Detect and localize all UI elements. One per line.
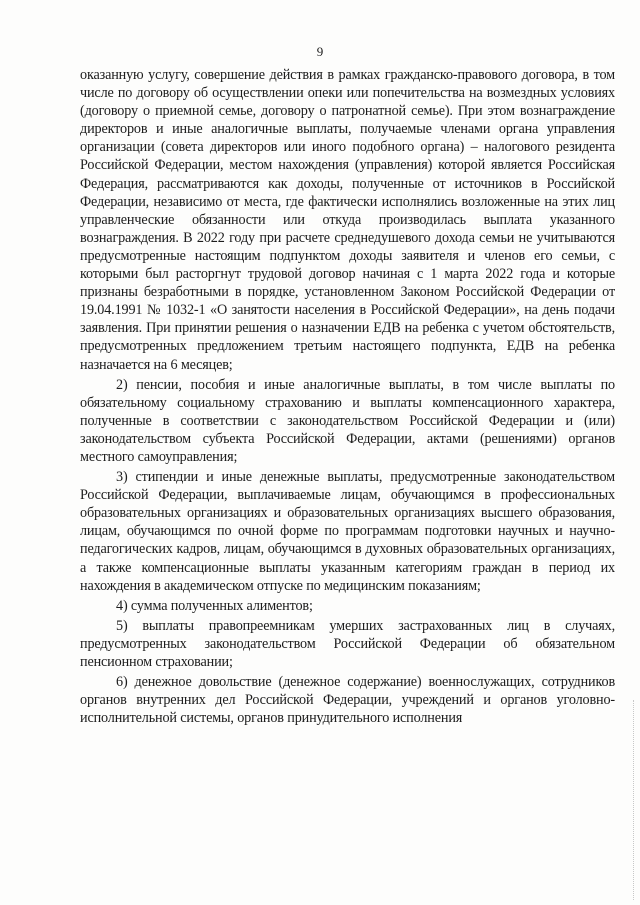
page-number: 9	[316, 44, 324, 59]
paragraph-item-5: 5) выплаты правопреемникам умерших застрахованных лиц в случаях, предусмотренных законодательством Российской Федерации об обязательном пенсионном страховании;	[80, 617, 615, 670]
paragraph-item-6: 6) денежное довольствие (денежное содержание) военнослужащих, сотрудников органов внутренних дел Российской Федерации, учреждений и органов уголовно-исполнительной системы, органов принудительного исполнения	[80, 674, 615, 727]
scan-edge-artifact	[632, 700, 634, 900]
paragraph-item-2: 2) пенсии, пособия и иные аналогичные выплаты, в том числе выплаты по обязательному социальному страхованию и выплаты компенсационного характера, полученные в соответствии с законодательством Российской Федерации и (или) законодательством субъекта Российской Федерации, актами (решениями) органов местного самоуправления;	[80, 376, 615, 465]
paragraph-item-4: 4) сумма полученных алиментов;	[116, 597, 313, 614]
paragraph-continuation: оказанную услугу, совершение действия в рамках гражданско-правового договора, в том числе по договору об осуществлении опеки или попечительства на возмездных условиях (договору о приемной семье, договору о патронатной семье). При этом вознаграждение директоров и иные аналогичные выплаты, получаемые членами органа управления организации (совета директоров или иного подобного органа) – налогового резидента Российской Федерации, местом нахождения (управления) которой является Российская Федерация, рассматриваются как доходы, полученные от источников в Российской Федерации, независимо от места, где фактически исполнялись возложенные на этих лиц управленческие обязанности или откуда производилась выплата указанного вознаграждения. В 2022 году при расчете среднедушевого дохода семьи не учитываются предусмотренные настоящим подпунктом доходы заявителя и членов его семьи, с которыми был расторгнут трудовой договор начиная с 1 марта 2022 года и которые признаны безработными в порядке, установленном Законом Российской Федерации от 19.04.1991 № 1032-1 «О занятости населения в Российской Федерации», на день подачи заявления. При принятии решения о назначении ЕДВ на ребенка с учетом обстоятельств, предусмотренных предложением третьим настоящего подпункта, ЕДВ на ребенка назначается на 6 месяцев;	[80, 67, 615, 373]
document-body	[80, 66, 615, 727]
paragraph-item-3: 3) стипендии и иные денежные выплаты, предусмотренные законодательством Российской Федерации, выплачиваемые лицам, обучающимся в профессиональных образовательных организациях и образовательных организациях высшего образования, лицам, обучающимся по очной форме по программам подготовки научных и научно-педагогических кадров, лицам, обучающимся в духовных образовательных организациях, а также компенсационные выплаты указанным категориям граждан в период их нахождения в академическом отпуске по медицинским показаниям;	[80, 469, 615, 594]
